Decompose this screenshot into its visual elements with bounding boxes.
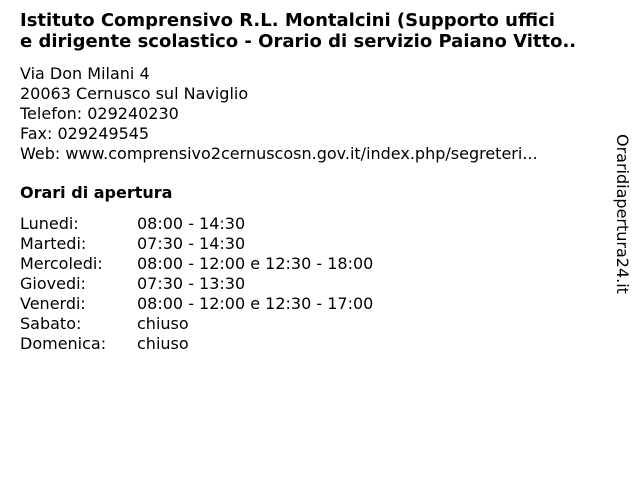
fax-number: Fax: 029249545 <box>20 124 150 143</box>
day-label: Martedi: <box>20 234 87 253</box>
hours-row-sunday <box>20 334 373 354</box>
phone-number[interactable]: Telefon: 029240230 <box>20 104 179 123</box>
day-hours: chiuso <box>137 314 189 333</box>
address-block <box>20 64 538 164</box>
title-line-1: Istituto Comprensivo R.L. Montalcini (Supporto uffici <box>20 10 555 31</box>
hours-row-friday <box>20 294 373 314</box>
day-label: Mercoledi: <box>20 254 103 273</box>
day-hours: 07:30 - 14:30 <box>137 234 246 253</box>
day-hours: 07:30 - 13:30 <box>137 274 246 293</box>
street-address: Via Don Milani 4 <box>20 64 150 83</box>
site-watermark-label: Oraridiapertura24.it <box>613 134 632 294</box>
hours-row-monday <box>20 214 373 234</box>
opening-hours-list <box>20 214 373 354</box>
day-hours: chiuso <box>137 334 189 353</box>
day-label: Domenica: <box>20 334 107 353</box>
title-line-2: e dirigente scolastico - Orario di servizio Paiano Vitto.. <box>20 31 577 52</box>
day-label: Sabato: <box>20 314 82 333</box>
website-link[interactable]: Web: www.comprensivo2cernuscosn.gov.it/index.php/segreteri... <box>20 144 538 163</box>
day-label: Venerdi: <box>20 294 86 313</box>
day-hours: 08:00 - 14:30 <box>137 214 246 233</box>
hours-row-thursday <box>20 274 373 294</box>
hours-row-wednesday <box>20 254 373 274</box>
hours-row-tuesday <box>20 234 373 254</box>
page-title <box>20 10 620 52</box>
opening-hours-heading: Orari di apertura <box>20 183 173 202</box>
city-address: 20063 Cernusco sul Naviglio <box>20 84 249 103</box>
hours-row-saturday <box>20 314 373 334</box>
day-label: Lunedi: <box>20 214 79 233</box>
day-hours: 08:00 - 12:00 e 12:30 - 18:00 <box>137 254 374 273</box>
day-label: Giovedi: <box>20 274 86 293</box>
day-hours: 08:00 - 12:00 e 12:30 - 17:00 <box>137 294 374 313</box>
